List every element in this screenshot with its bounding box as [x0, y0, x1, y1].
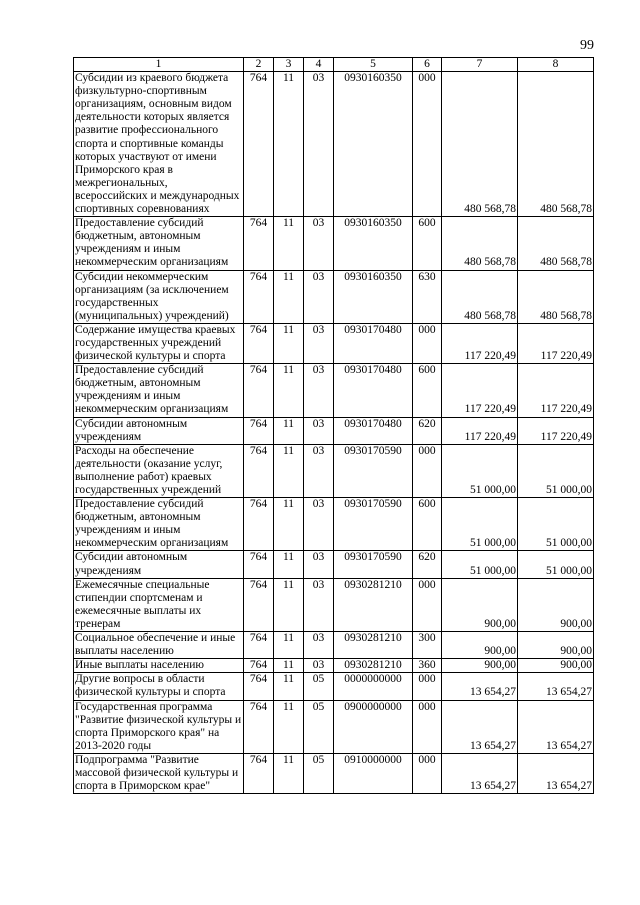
- col5-cell: 0900000000: [334, 700, 413, 753]
- col2-cell: 764: [244, 364, 274, 417]
- row-name-cell: Расходы на обеспечение деятельности (оказание услуг, выполнение работ) краевых государственных учреждений: [74, 444, 244, 497]
- table-row: [74, 270, 594, 323]
- col2-cell: 764: [244, 632, 274, 659]
- col5-cell: 0930160350: [334, 217, 413, 270]
- col6-cell: 600: [413, 498, 442, 551]
- amount-cell-8: 117 220,49: [518, 323, 594, 363]
- amount-cell-7: 480 568,78: [442, 217, 518, 270]
- col6-cell: 000: [413, 444, 442, 497]
- amount-cell-8: 13 654,27: [518, 700, 594, 753]
- col4-cell: 03: [304, 417, 334, 444]
- col6-cell: 000: [413, 673, 442, 700]
- col4-cell: 05: [304, 753, 334, 793]
- col4-cell: 03: [304, 270, 334, 323]
- amount-cell-8: 480 568,78: [518, 72, 594, 217]
- col5-cell: 0930160350: [334, 270, 413, 323]
- table-row: [74, 444, 594, 497]
- col2-cell: 764: [244, 578, 274, 631]
- col3-cell: 11: [274, 417, 304, 444]
- col3-cell: 11: [274, 498, 304, 551]
- table-row: [74, 753, 594, 793]
- col4-cell: 05: [304, 673, 334, 700]
- table-row: [74, 217, 594, 270]
- amount-cell-7: 480 568,78: [442, 72, 518, 217]
- amount-cell-8: 51 000,00: [518, 551, 594, 578]
- col2-cell: 764: [244, 551, 274, 578]
- table-row: [74, 72, 594, 217]
- header-cell: 2: [244, 58, 274, 72]
- amount-cell-8: 13 654,27: [518, 753, 594, 793]
- col6-cell: 300: [413, 632, 442, 659]
- col5-cell: 0930281210: [334, 578, 413, 631]
- table-row: [74, 632, 594, 659]
- col3-cell: 11: [274, 323, 304, 363]
- col6-cell: 000: [413, 753, 442, 793]
- amount-cell-8: 900,00: [518, 632, 594, 659]
- table-row: [74, 323, 594, 363]
- col3-cell: 11: [274, 72, 304, 217]
- col2-cell: 764: [244, 753, 274, 793]
- amount-cell-7: 900,00: [442, 578, 518, 631]
- amount-cell-8: 51 000,00: [518, 498, 594, 551]
- row-name-cell: Подпрограмма "Развитие массовой физической культуры и спорта в Приморском крае": [74, 753, 244, 793]
- col6-cell: 620: [413, 551, 442, 578]
- col4-cell: 03: [304, 444, 334, 497]
- table-row: [74, 673, 594, 700]
- amount-cell-7: 13 654,27: [442, 673, 518, 700]
- col6-cell: 000: [413, 72, 442, 217]
- col5-cell: 0930160350: [334, 72, 413, 217]
- header-cell: 8: [518, 58, 594, 72]
- col3-cell: 11: [274, 551, 304, 578]
- amount-cell-7: 13 654,27: [442, 753, 518, 793]
- col6-cell: 600: [413, 217, 442, 270]
- amount-cell-8: 117 220,49: [518, 417, 594, 444]
- col5-cell: 0930170590: [334, 498, 413, 551]
- col4-cell: 03: [304, 72, 334, 217]
- table-row: [74, 551, 594, 578]
- row-name-cell: Субсидии автономным учреждениям: [74, 417, 244, 444]
- header-cell: 6: [413, 58, 442, 72]
- budget-table: [73, 57, 594, 794]
- col5-cell: 0000000000: [334, 673, 413, 700]
- col6-cell: 000: [413, 700, 442, 753]
- col3-cell: 11: [274, 659, 304, 673]
- col5-cell: 0910000000: [334, 753, 413, 793]
- col4-cell: 03: [304, 323, 334, 363]
- header-cell: 3: [274, 58, 304, 72]
- col5-cell: 0930170590: [334, 551, 413, 578]
- col2-cell: 764: [244, 72, 274, 217]
- table-row: [74, 498, 594, 551]
- amount-cell-7: 51 000,00: [442, 444, 518, 497]
- row-name-cell: Социальное обеспечение и иные выплаты населению: [74, 632, 244, 659]
- col5-cell: 0930281210: [334, 632, 413, 659]
- col3-cell: 11: [274, 700, 304, 753]
- col4-cell: 03: [304, 632, 334, 659]
- amount-cell-7: 900,00: [442, 632, 518, 659]
- table-row: [74, 364, 594, 417]
- col6-cell: 000: [413, 323, 442, 363]
- col3-cell: 11: [274, 270, 304, 323]
- table-row: [74, 700, 594, 753]
- col4-cell: 03: [304, 659, 334, 673]
- amount-cell-8: 51 000,00: [518, 444, 594, 497]
- col2-cell: 764: [244, 659, 274, 673]
- amount-cell-7: 13 654,27: [442, 700, 518, 753]
- amount-cell-8: 900,00: [518, 659, 594, 673]
- col4-cell: 03: [304, 578, 334, 631]
- header-cell: 4: [304, 58, 334, 72]
- row-name-cell: Предоставление субсидий бюджетным, автономным учреждениям и иным некоммерческим организациям: [74, 217, 244, 270]
- amount-cell-8: 900,00: [518, 578, 594, 631]
- col3-cell: 11: [274, 753, 304, 793]
- col2-cell: 764: [244, 700, 274, 753]
- col3-cell: 11: [274, 578, 304, 631]
- amount-cell-7: 117 220,49: [442, 364, 518, 417]
- col6-cell: 600: [413, 364, 442, 417]
- header-cell: 7: [442, 58, 518, 72]
- col4-cell: 03: [304, 217, 334, 270]
- col6-cell: 620: [413, 417, 442, 444]
- col5-cell: 0930170590: [334, 444, 413, 497]
- table-row: [74, 417, 594, 444]
- row-name-cell: Предоставление субсидий бюджетным, автономным учреждениям и иным некоммерческим организациям: [74, 498, 244, 551]
- col2-cell: 764: [244, 270, 274, 323]
- col2-cell: 764: [244, 498, 274, 551]
- table-row: [74, 659, 594, 673]
- col2-cell: 764: [244, 217, 274, 270]
- row-name-cell: Содержание имущества краевых государственных учреждений физической культуры и спорта: [74, 323, 244, 363]
- col5-cell: 0930281210: [334, 659, 413, 673]
- row-name-cell: Субсидии из краевого бюджета физкультурно-спортивным организациям, основным видом деятельности которых является развитие профессионального спорта и спортивные команды которых участвуют от имени Приморского края в межрегиональных, всероссийских и международных спортивных соревнованиях: [74, 72, 244, 217]
- col5-cell: 0930170480: [334, 323, 413, 363]
- col3-cell: 11: [274, 444, 304, 497]
- col3-cell: 11: [274, 364, 304, 417]
- row-name-cell: Другие вопросы в области физической культуры и спорта: [74, 673, 244, 700]
- row-name-cell: Субсидии автономным учреждениям: [74, 551, 244, 578]
- amount-cell-7: 51 000,00: [442, 551, 518, 578]
- amount-cell-7: 51 000,00: [442, 498, 518, 551]
- amount-cell-8: 117 220,49: [518, 364, 594, 417]
- col2-cell: 764: [244, 444, 274, 497]
- amount-cell-7: 900,00: [442, 659, 518, 673]
- col3-cell: 11: [274, 632, 304, 659]
- col2-cell: 764: [244, 673, 274, 700]
- row-name-cell: Предоставление субсидий бюджетным, автономным учреждениям и иным некоммерческим организациям: [74, 364, 244, 417]
- col3-cell: 11: [274, 217, 304, 270]
- amount-cell-8: 480 568,78: [518, 217, 594, 270]
- col4-cell: 03: [304, 551, 334, 578]
- col4-cell: 03: [304, 498, 334, 551]
- page-number: 99: [580, 38, 594, 53]
- col6-cell: 360: [413, 659, 442, 673]
- header-cell: 1: [74, 58, 244, 72]
- row-name-cell: Субсидии некоммерческим организациям (за исключением государственных (муниципальных) учреждений): [74, 270, 244, 323]
- col6-cell: 000: [413, 578, 442, 631]
- amount-cell-7: 480 568,78: [442, 270, 518, 323]
- row-name-cell: Иные выплаты населению: [74, 659, 244, 673]
- amount-cell-8: 480 568,78: [518, 270, 594, 323]
- col5-cell: 0930170480: [334, 417, 413, 444]
- amount-cell-8: 13 654,27: [518, 673, 594, 700]
- col4-cell: 03: [304, 364, 334, 417]
- row-name-cell: Государственная программа "Развитие физической культуры и спорта Приморского края" на 2013-2020 годы: [74, 700, 244, 753]
- col6-cell: 630: [413, 270, 442, 323]
- table-header-row: [74, 58, 594, 72]
- col5-cell: 0930170480: [334, 364, 413, 417]
- header-cell: 5: [334, 58, 413, 72]
- amount-cell-7: 117 220,49: [442, 417, 518, 444]
- table-row: [74, 578, 594, 631]
- col2-cell: 764: [244, 417, 274, 444]
- col3-cell: 11: [274, 673, 304, 700]
- col4-cell: 05: [304, 700, 334, 753]
- row-name-cell: Ежемесячные специальные стипендии спортсменам и ежемесячные выплаты их тренерам: [74, 578, 244, 631]
- amount-cell-7: 117 220,49: [442, 323, 518, 363]
- table-body: [74, 58, 594, 794]
- col2-cell: 764: [244, 323, 274, 363]
